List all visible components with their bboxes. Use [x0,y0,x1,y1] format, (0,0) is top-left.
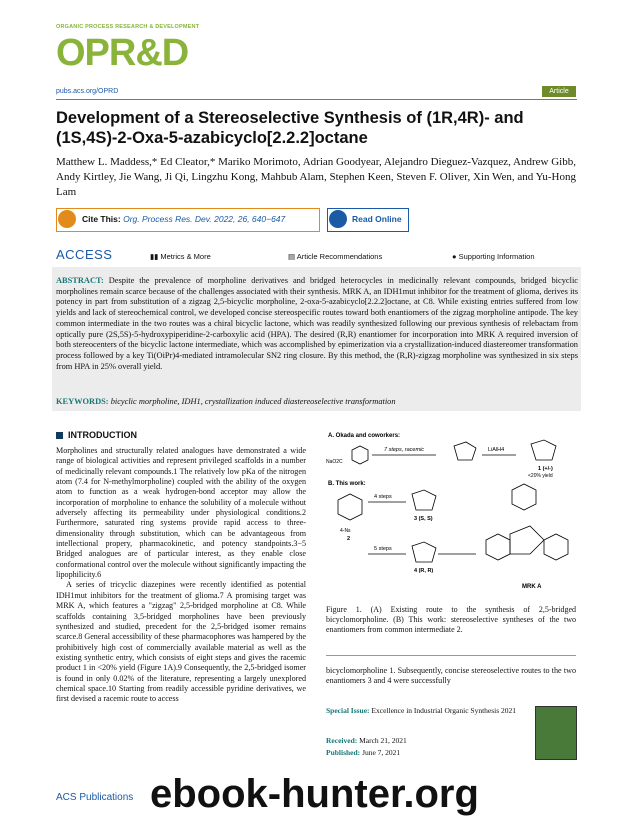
keywords-text: bicyclic morpholine, IDH1, crystallization induced diastereoselective transformation [110,397,396,406]
cite-reference[interactable]: Org. Process Res. Dev. 2022, 26, 640−647 [123,214,286,224]
fig-mrka-cyclohexyl [512,484,536,510]
acs-publications-logo: ACS Publications [56,792,134,803]
info-icon: ● [452,252,459,261]
section-title: INTRODUCTION [68,430,137,440]
recommendations-link[interactable] [288,252,382,261]
fig-cmpd3-ring [412,490,436,510]
special-issue-text: Excellence in Industrial Organic Synthesis 2021 [371,706,517,715]
article-title: Development of a Stereoselective Synthesis of (1R,4R)- and (1S,4S)-2-Oxa-5-azabicyclo[2.2.2]octane [56,109,524,147]
received [326,736,526,746]
abstract-text: Despite the prevalence of morpholine derivatives and bridged heterocycles in medicinally relevant compounds, bridged bicyclic morpholines remain scarce because of the challenges associated with their synthesis. MRK A, an IDH1mut inhibitor for the treatment of glioma, derives its potency in part from substitution of a zigzag 2,5-bicyclic morpholine, 2-oxa-5-azabicyclo[2.2.2]octane, at C8. While existing entries suffered from low yields and lack of stereochemical control, we developed concise stereospecific routes toward both enantiomers of the zigzag morpholine antipode. The key common intermediate in the two routes was a chiral bicyclic lactone, which was readily synthesized following our previous synthesis of relebactam from optically pure (2S,5S)-5-hydroxypiperidine-2-carboxylic acid (HPA). The desired (R,R) enantiomer for incorporation into MRK A required inversion of both stereocenters of the bicyclic lactone intermediate, which was accomplished by epimerization via a crystallization-induced diastereomer transformation process followed by a key Ti(OiPr)4-mediated intramolecular SN2 ring closure. By this method, the (R,R)-zigzag morpholine was synthesized in six steps from HPA in 25% overall yield. [56,276,578,371]
published-date: June 7, 2021 [362,748,401,757]
figure-1 [326,430,576,598]
fig-mrka-pyridine [486,534,510,560]
fig-mrka: MRK A [522,584,542,590]
column-2-text: bicyclomorpholine 1. Subsequently, concise stereoselective routes to the two enantiomers 3 and 4 were successfully [326,666,576,686]
figure-caption: Figure 1. (A) Existing route to the synthesis of 2,5-bridged bicyclomorpholine. (B) This work: stereoselective syntheses of the two enantiomers from common intermediate 2. [326,605,576,634]
fig-yield: <20% yield [528,473,553,479]
fig-pyran [352,446,368,464]
watermark: ebook-hunter.org [150,772,479,816]
recommendations-label: Article Recommendations [296,252,383,261]
metrics-label: Metrics & More [160,252,211,261]
globe-icon [329,210,347,228]
journal-url[interactable]: pubs.acs.org/OPRD [56,88,119,95]
journal-logo: OPR&D [56,32,189,74]
fig-nao2c: NaO2C [326,459,343,465]
keywords [56,397,578,406]
cite-icon [58,210,76,228]
fig-mrka-diazepine [510,526,544,554]
figure-a-label: A. Okada and coworkers: [328,433,401,439]
fig-morpholine-1 [531,440,556,460]
abstract-label: ABSTRACT: [56,276,104,285]
fig-cmpd1: 1 (+/-) [538,466,553,472]
fig-lialh4: LiAlH4 [488,447,505,453]
article-badge: Article [542,86,576,97]
fig-steps-racemic: 7 steps, racemic [384,447,425,453]
read-online-label[interactable]: Read Online [352,214,402,224]
fig-mrka-benzene [544,534,568,560]
author-list: Matthew L. Maddess,* Ed Cleator,* Mariko Morimoto, Adrian Goodyear, Alejandro Dieguez-Vazquez, Andrew Gibb, Andy Kirtley, Jie Wang, Ji Qi, Lingzhu Kong, Mahbub Alam, Stephen Keen, Steven F. Oliver, Xin Wen, and Yu-Hong Lam [56,156,576,198]
fig-five-steps: 5 steps [374,546,392,552]
journal-name: ORGANIC PROCESS RESEARCH & DEVELOPMENT [56,24,200,30]
keywords-label: KEYWORDS: [56,397,109,406]
fig-cmpd2: 2 [347,536,351,542]
section-marker [56,432,63,439]
journal-cover-image [535,706,577,760]
figure-b-label: B. This work: [328,481,366,487]
intro-paragraph-2: A series of tricyclic diazepines were recently identified as potential IDH1mut inhibitors for the treatment of glioma.7 A promising target was MRK A, which features a "zigzag" 2,5-bridged morpholine at C8. While scaffolds containing 3,5-bridged morpholines have been previously synthesized and studied, precedent for the 2,5-bridged isomer remains scarce.8 General accessibility of these pharmacophores was hampered by the prohibitively high cost of commercially available material as well as the existing synthetic entry, which consists of eight steps and gives the racemic product 1 in <20% yield (Figure 1A).9 Consequently, the 2,5-bridged isomer is found in only 0.02% of the literature, representing a largely unexplored chemical space.10 Starting from readily accessible pyridine derivatives, we first devised a racemic route to access [56,580,306,704]
document-icon: ▤ [288,252,297,261]
fig-cmpd4: 4 (R, R) [414,568,434,574]
fig-lactone [454,442,476,460]
cite-label: Cite This: [82,214,121,224]
special-issue-label: Special Issue: [326,706,370,715]
received-label: Received: [326,736,358,745]
special-issue [326,706,526,716]
supporting-info-link[interactable] [452,252,535,261]
fig-ns: 4-Ns [340,528,351,534]
fig-four-steps: 4 steps [374,494,392,500]
intro-column [56,446,306,705]
cite-text[interactable] [82,214,285,224]
fig-cmpd4-ring [412,542,436,562]
intro-paragraph-1: Morpholines and structurally related analogues have demonstrated a wide range of biological activities and represent privileged scaffolds in a number of medicinally relevant compounds.1 The relatively low pKa of the nitrogen atom (7.4 for N-methylmorpholine) coupled with the ability of the oxygen atom to function as a weak hydrogen-bond acceptor may allow the incorporation of morpholine to enhance the solubility of a molecule without adversely affecting its permeability under physiological conditions.2 Furthermore, saturated ring systems provide rapid access to three-dimensionality through substitution, which can be advantageous from intellectional propery, pharmacokinetic, and potency standpoints.3−5 Bridged analogues are of particular interest, as they enable close conformational control over the molecule without significantly impacting the lipophilicity.6 [56,446,306,580]
header-divider [56,99,577,100]
received-date: March 21, 2021 [359,736,407,745]
abstract [56,276,578,372]
access-label: ACCESS [56,247,113,262]
fig-cmpd3: 3 (S, S) [414,516,433,522]
bar-chart-icon: ▮▮ [150,252,161,261]
fig-cmpd2-ring [338,494,362,520]
caption-divider [326,655,576,656]
published [326,748,526,758]
published-label: Published: [326,748,361,757]
metrics-link[interactable] [150,252,211,261]
supporting-label: Supporting Information [458,252,535,261]
